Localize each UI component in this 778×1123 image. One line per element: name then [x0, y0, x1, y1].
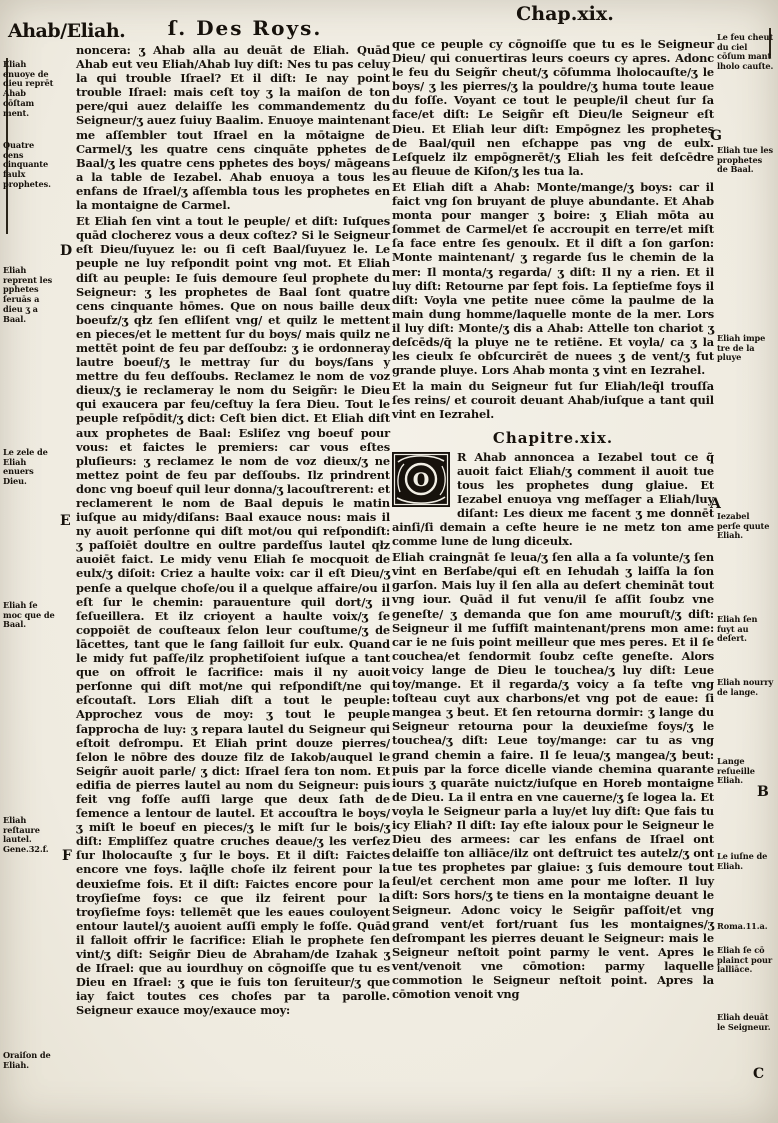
section-letter: A	[710, 496, 721, 512]
body-paragraph: R Ahab annoncea a Iezabel tout ce q̃ auoit faict Eliah/ʒ comment il auoit tue tous les prophetes dung glaiue. Et Iezabel enuoya vng meſſager a Eliah/luy diſant: Les dieux me facent ʒ me donnēt ainſi/ſi demain a ceſte heure ie ne metz ton ame comme lune de lung diceulx.	[392, 449, 714, 549]
margin-note: Eliah ſe cō plainct pour lalliāce.	[717, 945, 773, 975]
body-paragraph: noncera: ʒ Ahab alla au deuāt de Eliah. Quād Ahab eut veu Eliah/Ahab luy diſt: Nes tu pas celuy la qui trouble Iſrael? Et il diſt: Ie nay point trouble Iſrael: mais ceſt toy ʒ la maiſon de ton pere/qui auez delaiſſe les commandementz du Seigneur/ʒ auez ſuiuy Baalim. Enuoye maintenant me aſſembler tout Iſrael en la mōtaigne de Carmel/ʒ les quatre cens cinquāte pphetes de Baal/ʒ les quatre cens pphetes des boys/ māgeans a la table de Iezabel. Ahab enuoya a tous les enfans de Iſrael/ʒ aſſembla tous les prophetes en la montaigne de Carmel.	[76, 43, 390, 213]
margin-note: Eliah enuoye de dieu reprēt Ahab cōſtam ment.	[3, 59, 54, 118]
running-head-book-title: ſ. Des Roys.	[167, 16, 323, 40]
body-paragraph: Et la main du Seigneur fut ſur Eliah/leq̃l trouſſa ſes reins/ et couroit deuant Ahab/iuſque a tant quil vint en Iezrahel.	[392, 379, 714, 422]
margin-note: Eliah reſtaure lautel. Gene.32.f.	[3, 815, 49, 855]
initial-letter-glyph: O	[412, 468, 430, 491]
chapter-opening	[392, 450, 714, 549]
margin-note: Le feu cheut du ciel cōſum mant lholo cauſte.	[717, 32, 774, 72]
text-column-left	[76, 43, 390, 1019]
body-paragraph: que ce peuple cy cōgnoiſſe que tu es le Seigneur Dieu/ qui conuertiras leurs coeurs cy apres. Adonc le feu du Seigñr cheut/ʒ cōſumma lholocauſte/ʒ le boys/ ʒ les pierres/ʒ la pouldre/ʒ huma toute leaue du foſſe. Voyant ce tout le peuple/il cheut ſur ſa face/et diſt: Le Seigñr eſt Dieu/le Seigneur eſt Dieu. Et Eliah leur diſt: Empōgnez les prophetes de Baal/quil nen eſchappe pas vng de eulx. Leſquelz ilz empōgnerēt/ʒ Eliah les feit deſcēdre au fleuue de Kiſon/ʒ les tua la.	[392, 37, 714, 178]
margin-note: Iezabel perſe quute Eliah.	[717, 511, 770, 541]
running-head-chapter: Chap.xix.	[516, 3, 614, 25]
section-letter: G	[710, 128, 722, 144]
margin-note: Roma.11.a.	[717, 921, 768, 931]
section-letter: D	[60, 243, 73, 259]
woodcut-initial	[392, 452, 450, 507]
margin-note: Eliah reprent les pphetes ſeruās a dieu ʒ a Baal.	[3, 265, 53, 324]
section-letter: E	[60, 513, 71, 529]
margin-note: Oraiſon de Eliah.	[3, 1050, 51, 1070]
margin-note: Eliah deuāt le Seigneur.	[717, 1012, 771, 1032]
margin-note: Eliah nourry de lange.	[717, 677, 774, 697]
margin-note: Eliah ſe moc que de Baal.	[3, 600, 55, 630]
margin-note: Quatre cens cinquante faulx prophetes.	[3, 140, 51, 189]
body-paragraph: Et Eliah diſt a Ahab: Monte/mange/ʒ boys: car il faict vng ſon bruyant de pluye abundante. Et Ahab monta pour manger ʒ boire: ʒ Eliah mōta au ſommet de Carmel/et ſe accroupit en terre/et miſt ſa face entre ſes genoulx. Et il diſt a ſon garſon: Monte maintenant/ ʒ regarde ſus le chemin de la mer: Il monta/ʒ regarda/ ʒ diſt: Il ny a rien. Et il luy diſt: Retourne par ſept fois. La ſeptieſme foys il diſt: Voyla vne petite nuee cōme la paulme de la main dung homme/laquelle monte de la mer. Lors il luy diſt: Monte/ʒ dis a Ahab: Attelle ton chariot ʒ deſcēds/q̃ la pluye ne te retiēne. Et voyla/ ca ʒ la les cieulx ſe obſcurcirēt de nuees ʒ de vent/ʒ fut grande pluye. Lors Ahab monta ʒ vint en Iezrahel.	[392, 179, 714, 378]
chapter-heading: Chapitre.xix.	[492, 428, 614, 447]
margin-note: Eliah tue les prophetes de Baal.	[717, 145, 773, 175]
body-paragraph: Et Eliah ſen vint a tout le peuple/ et diſt: Iuſques quād clocherez vous a deux coſtez? Si le Seigneur eſt Dieu/ſuyuez le: ou ſi ceſt Baal/ſuyuez le. Le peuple ne luy reſpondit point vng mot. Et Eliah diſt au peuple: Ie ſuis demoure ſeul prophete du Seigneur: ʒ les prophetes de Baal ſont quatre cens cinquante hōmes. Que on nous baille deux boeufz/ʒ qłz ſen eſliſent vng/ et quilz le mettent en pieces/et le mettent ſur du boys/ mais quilz ne mettēt point de feu par deſſoubz: ʒ ie ordonneray lautre boeuf/ʒ le mettray ſur du boys/ſans y mettre du feu deſſoubs. Reclamez le nom de voz dieux/ʒ ie reclameray le nom du Seigñr: le Dieu qui exaucera par feu/ceſtuy la ſera Dieu. Tout le peuple reſpōdit/ʒ dict: Ceſt bien dict. Et Eliah diſt aux prophetes de Baal: Esliſez vng boeuf pour vous: et faictes le premiers: car vous eſtes pluſieurs: ʒ reclamez le nom de voz dieux/ʒ ne mettez point de feu par deſſoubs. Ilz prindrent donc vng boeuf quil leur donna/ʒ lacouſtrerent: et reclamerent le nom de Baal depuis le matin iuſque au midy/diſans: Baal exauce nous: mais il ny auoit perſonne qui diſt mot/ou qui reſpondiſt: ʒ paſſoiēt doultre en oultre pardeſſus lautel qłz auoiēt faict. Le midy venu Eliah ſe mocquoit de eulx/ʒ diſoit: Criez a haulte voix: car il eſt Dieu/ʒ penſe a quelque choſe/ou il a quelque affaire/ou il eſt ſur le chemin: parauenture quil dort/ʒ il ſeſueillera. Et ilz crioyent a haulte voix/ʒ ſe coppoiēt de couſteaux ſelon leur couſtume/ʒ de lācettes, tant que le ſang ſailloit ſur eulx. Quand le midy fut paſſe/ilz prophetiſoient iuſque a tant que on offroit le ſacrifice: mais il ny auoit perſonne qui diſt mot/ne qui reſpondiſt/ne qui eſcoutaſt. Lors Eliah diſt a tout le peuple: Approchez vous de moy: ʒ tout le peuple ſapprocha de luy: ʒ repara lautel du Seigneur qui eſtoit deſrompu. Et Eliah print douze pierres/ſelon le nōbre des douze filz de Iakob/auquel le Seigñr auoit parle/ ʒ dict: Iſrael ſera ton nom. Et edifia de pierres lautel au nom du Seigneur: puis feit vng foſſe auſſi large que deux ſath de ſemence a lentour de lautel. Et accouſtra le boys/ʒ miſt le boeuf en pieces/ʒ le miſt ſur le bois/ʒ diſt: Empliſſez quatre cruches deaue/ʒ les verſez ſur lholocauſte ʒ ſur le boys. Et il diſt: Faictes encore vne foys. laq̃lle choſe ilz feirent pour la deuxieſme fois. Et il diſt: Faictes encore pour la troyſieſme foys: ce que ilz feirent pour la troyſieſme foys: tellemēt que les eaues couloyent entour lautel/ʒ auoient auſſi emply le foſſe. Quād il falloit offrir le ſacrifice: Eliah le prophete ſen vint/ʒ diſt: Seigñr Dieu de Abraham/de Izahak ʒ de Iſrael: que au iourdhuy on cōgnoiſſe que tu es Dieu en Iſrael: ʒ que ie ſuis ton ſeruiteur/ʒ que iay faict toutes ces choſes par ta parolle. Seigneur exauce moy/exauce moy:	[76, 214, 390, 1018]
section-letter: F	[62, 848, 72, 864]
text-column-right	[392, 37, 714, 1003]
running-head-left: Ahab/Eliah.	[8, 20, 126, 42]
margin-note: Lange reſueille Eliah.	[717, 756, 755, 786]
margin-note: Eliah ſen fuyt au deſert.	[717, 614, 758, 644]
section-letter: B	[757, 784, 769, 800]
body-paragraph: Eliah craingnāt ſe leua/ʒ ſen alla a ſa volunte/ʒ ſen vint en Berſabe/qui eſt en Iehudah ʒ laiſſa la ſon garſon. Mais luy il ſen alla au deſert chemināt tout vng iour. Quād il fut venu/il ſe aſſit ſoubz vne geneſte/ ʒ demanda que ſon ame mouruſt/ʒ diſt: Seigneur il me ſuffiſt maintenant/prens mon ame: car ie ne ſuis point meilleur que mes peres. Et il ſe couchea/et ſendormit ſoubz ceſte geneſte. Alors voicy lange de Dieu le touchea/ʒ luy diſt: Leue toy/mange. Et il regarda/ʒ voicy a ſa teſte vng toſteau cuyt aux charbons/et vng pot de eaue: ſi mangea ʒ beut. Et ſen retourna dormir: ʒ lange du Seigneur retourna pour la deuxieſme foys/ʒ le touchea/ʒ diſt: Leue toy/mange: car tu as vng grand chemin a faire. Il ſe leua/ʒ mangea/ʒ beut: puis par la force dicelle viande chemina quarante iours ʒ quarāte nuictz/iuſque en Horeb montaigne de Dieu. La il entra en vne cauerne/ʒ ſe logea la. Et voyla le Seigneur parla a luy/et luy diſt: Que fais tu icy Eliah? Il diſt: Iay eſte ialoux pour le Seigneur le Dieu des armees: car les enfans de Iſrael ont delaiſſe ton alliāce/ilz ont deſtruict tes autelz/ʒ ont tue tes prophetes par glaiue: ʒ ſuis demoure tout ſeul/et cerchent mon ame pour me loſter. Il luy diſt: Sors hors/ʒ te tiens en la montaigne deuant le Seigneur. Adonc voicy le Seigñr paſſoit/et vng grand vent/et fort/ruant ſus les montaignes/ʒ deſrompant les pierres deuant le Seigneur: mais le Seigneur neſtoit point parmy le vent. Apres le vent/venoit vne cōmotion: parmy laquelle commotion le Seigneur neſtoit point. Apres la cōmotion venoit vng	[392, 550, 714, 1002]
margin-note: Le zele de Eliah enuers Dieu.	[3, 447, 48, 487]
margin-note: Eliah impe tre de la pluye	[717, 333, 766, 363]
section-letter: C	[753, 1066, 765, 1082]
margin-note: Le iuſne de Eliah.	[717, 851, 768, 871]
